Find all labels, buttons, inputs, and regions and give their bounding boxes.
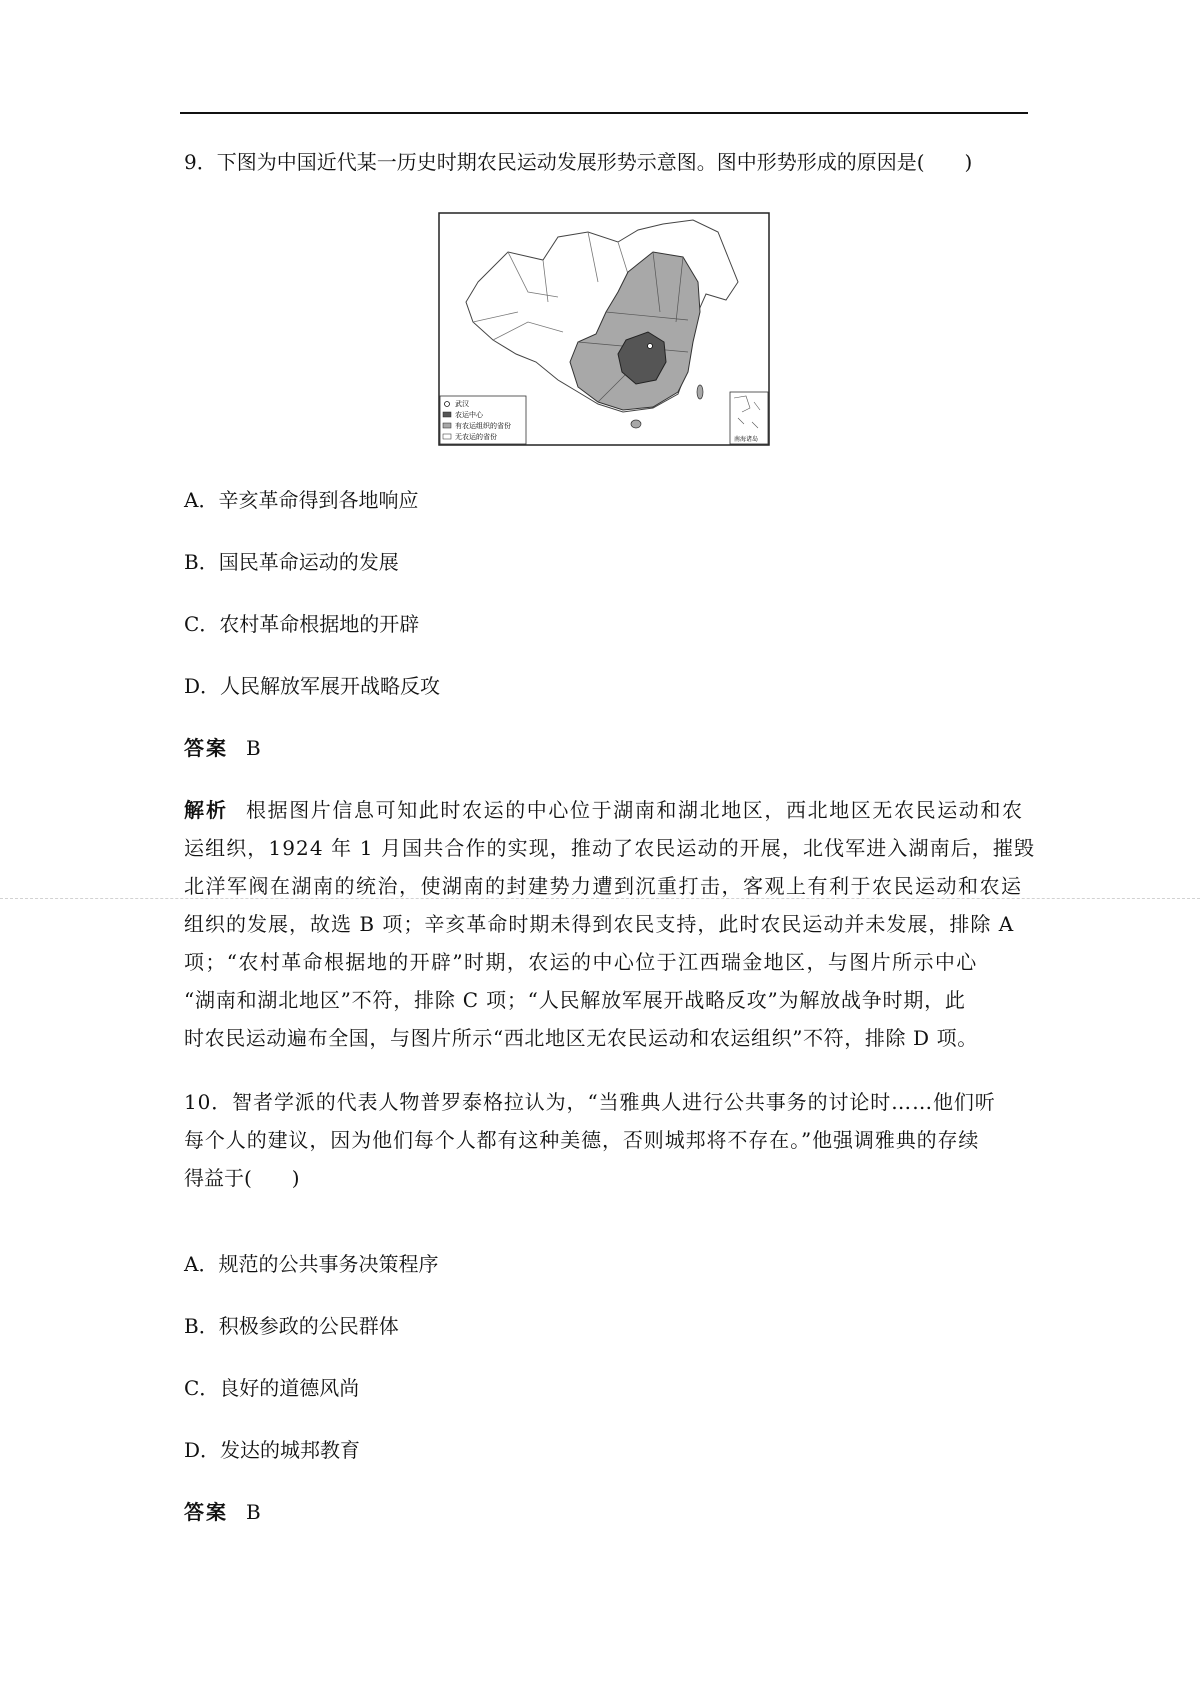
q9-analysis-line-7: 时农民运动遍布全国，与图片所示“西北地区无农民运动和农运组织”不符，排除 D 项。 (184, 1026, 978, 1050)
q9-option-d: D．人民解放军展开战略反攻 (184, 674, 441, 698)
legend-organized: 有农运组织的省份 (455, 422, 511, 430)
dashed-divider (0, 898, 1200, 899)
map-taiwan (697, 385, 703, 399)
q9-analysis-line-6: “湖南和湖北地区”不符，排除 C 项；“人民解放军展开战略反攻”为解放战争时期，此 (184, 988, 966, 1012)
inset-label: 南海诸岛 (734, 436, 759, 443)
q9-option-b: B．国民革命运动的发展 (184, 550, 399, 574)
peasant-movement-map (438, 212, 770, 446)
q10-option-b: B．积极参政的公民群体 (184, 1314, 399, 1338)
q9-analysis-label: 解析 (184, 798, 228, 822)
q9-analysis-line-2: 运组织，1924 年 1 月国共合作的实现，推动了农民运动的开展，北伐军进入湖南后，摧毁 (184, 836, 1036, 860)
q10-option-a: A．规范的公共事务决策程序 (184, 1252, 439, 1276)
q9-option-c: C．农村革命根据地的开辟 (184, 612, 420, 636)
map-hainan (631, 420, 641, 428)
q9-answer-label: 答案 (184, 736, 228, 760)
q10-answer (184, 1498, 261, 1526)
q9-answer-value: B (246, 736, 261, 760)
map-svg (438, 212, 770, 446)
legend-center: 农运中心 (455, 411, 483, 419)
q10-stem-line-2: 每个人的建议，因为他们每个人都有这种美德，否则城邦将不存在。”他强调雅典的存续 (184, 1128, 980, 1152)
legend-none: 无农运的省份 (455, 433, 497, 441)
q9-stem: 9．下图为中国近代某一历史时期农民运动发展形势示意图。图中形势形成的原因是( ) (184, 150, 973, 174)
q10-answer-label: 答案 (184, 1500, 228, 1524)
q10-stem-line-3: 得益于( ) (184, 1166, 300, 1190)
map-wuhan-marker (648, 344, 653, 349)
q9-analysis-line-4: 组织的发展，故选 B 项；辛亥革命时期未得到农民支持，此时农民运动并未发展，排除 A (184, 912, 1015, 936)
q9-analysis-line-5: 项；“农村革命根据地的开辟”时期，农运的中心位于江西瑞金地区，与图片所示中心 (184, 950, 978, 974)
q10-option-d: D．发达的城邦教育 (184, 1438, 361, 1462)
q9-analysis-line-3: 北洋军阀在湖南的统治，使湖南的封建势力遭到沉重打击，客观上有利于农民运动和农运 (184, 874, 1023, 898)
legend-wuhan: 武汉 (455, 400, 469, 408)
q9-answer (184, 734, 261, 762)
q10-stem-line-1: 10．智者学派的代表人物普罗泰格拉认为，“当雅典人进行公共事务的讨论时……他们听 (184, 1090, 996, 1114)
q10-option-c: C．良好的道德风尚 (184, 1376, 360, 1400)
header-rule (180, 112, 1028, 114)
q9-option-a: A．辛亥革命得到各地响应 (184, 488, 419, 512)
q9-analysis-line-1: 解析 根据图片信息可知此时农运的中心位于湖南和湖北地区，西北地区无农民运动和农 (184, 798, 1024, 822)
q10-answer-value: B (246, 1500, 261, 1524)
